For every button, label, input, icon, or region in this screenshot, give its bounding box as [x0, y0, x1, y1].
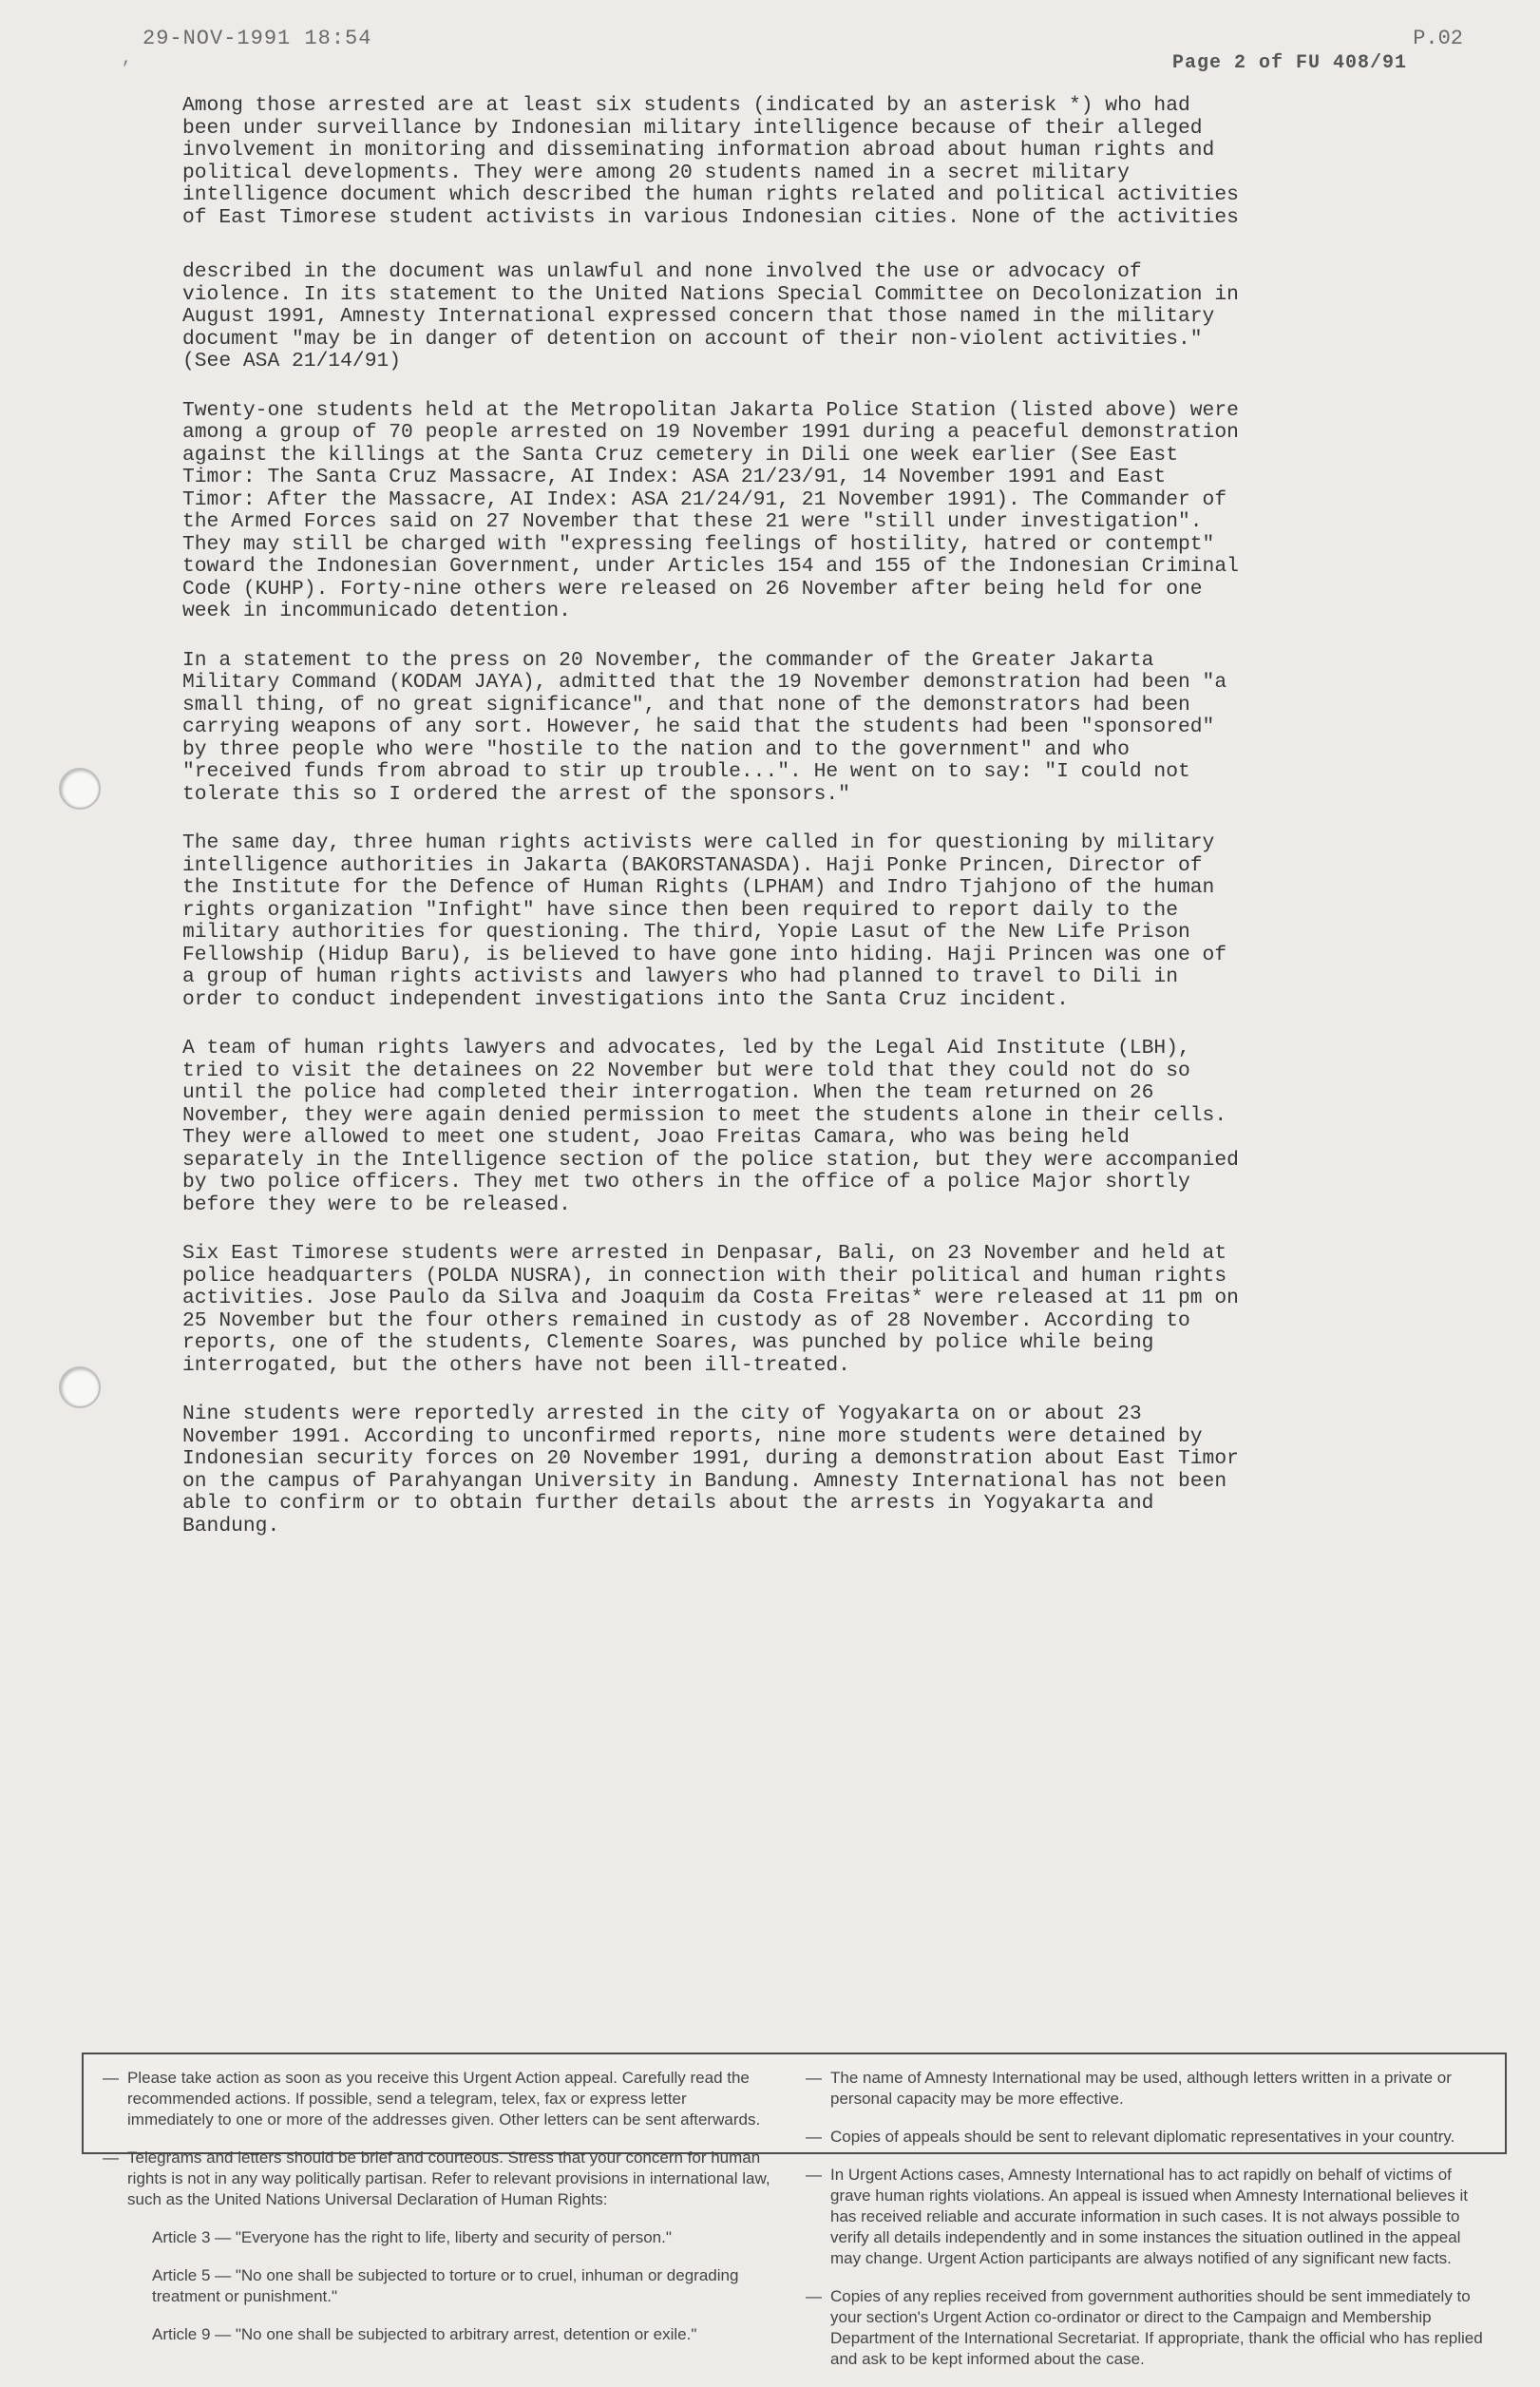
text-line: small thing, of no great significance", and that none of the demonstrators had been: [182, 693, 1190, 716]
ua-item: [806, 2068, 1486, 2110]
paragraph: [182, 95, 1436, 229]
text-line: the Armed Forces said on 27 November that these 21 were "still under investigation".: [182, 510, 1203, 533]
text-line: on the campus of Parahyangan University in Bandung. Amnesty International has not been: [182, 1469, 1227, 1493]
page-reference: Page 2 of FU 408/91: [1171, 52, 1407, 74]
paragraph: [182, 1243, 1436, 1377]
text-line: They were allowed to meet one student, Joao Freitas Camara, who was being held: [182, 1126, 1130, 1149]
text-line: order to conduct independent investigations into the Santa Cruz incident.: [182, 987, 1069, 1011]
text-line: political developments. They were among 20 students named in a secret military: [182, 161, 1130, 184]
ua-item: [103, 2068, 777, 2130]
ua-left-column: [103, 2068, 777, 2362]
text-line: Nine students were reportedly arrested in the city of Yogyakarta on or about 23: [182, 1403, 1142, 1425]
dash-bullet: —: [806, 2166, 822, 2184]
ua-article: Article 5 — "No one shall be subjected to torture or to cruel, inhuman or degrading treatment or punishment.": [152, 2266, 739, 2305]
ua-item: [806, 2127, 1486, 2148]
fax-page-number: P.02: [1413, 27, 1463, 50]
ua-item: [806, 2165, 1486, 2269]
text-line: interrogated, but the others have not been ill-treated.: [182, 1353, 850, 1377]
text-line: been under surveillance by Indonesian military intelligence because of their alleged: [182, 116, 1203, 140]
text-line: military authorities for questioning. The third, Yopie Lasut of the New Life Prison: [182, 921, 1190, 944]
paragraph: [182, 1038, 1436, 1216]
dash-bullet: —: [806, 2069, 822, 2087]
text-line: until the police had completed their interrogation. When the team returned on 26: [182, 1081, 1154, 1104]
text-line: 25 November but the four others remained in custody as of 28 November. According to: [182, 1308, 1190, 1332]
text-line: before they were to be released.: [182, 1193, 571, 1216]
text-line: Timor: After the Massacre, AI Index: ASA 21/24/91, 21 November 1991). The Commander of: [182, 487, 1227, 511]
text-line: Twenty-one students held at the Metropolitan Jakarta Police Station (listed above) were: [182, 398, 1239, 422]
text-line: Military Command (KODAM JAYA), admitted that the 19 November demonstration had been "a: [182, 671, 1227, 694]
text-line: carrying weapons of any sort. However, he said that the students had been "sponsored": [182, 716, 1215, 738]
text-line: "received funds from abroad to stir up trouble...". He went on to say: "I could not: [182, 760, 1190, 783]
text-line: Indonesian security forces on 20 November 1991, during a demonstration about East Timor: [182, 1447, 1239, 1470]
text-line: described in the document was unlawful and none involved the use or advocacy of: [182, 260, 1142, 283]
paragraph: [182, 400, 1436, 623]
ua-text: The name of Amnesty International may be used, although letters written in a private or personal capacity may be more effective.: [830, 2069, 1452, 2108]
text-line: activities. Jose Paulo da Silva and Joaquim da Costa Freitas* were released at 11 pm on: [182, 1287, 1239, 1309]
punch-hole: [59, 1366, 101, 1408]
urgent-action-box: [82, 2053, 1507, 2368]
ua-article: Article 3 — "Everyone has the right to life, liberty and security of person.": [152, 2228, 672, 2246]
dash-bullet: —: [806, 2128, 822, 2146]
ua-item: [103, 2148, 777, 2210]
dash-bullet: —: [103, 2148, 119, 2167]
ua-item: [806, 2286, 1486, 2370]
text-line: Among those arrested are at least six students (indicated by an asterisk *) who had: [182, 94, 1190, 117]
text-line: violence. In its statement to the United Nations Special Committee on Decolonization in: [182, 282, 1239, 306]
paragraph: [182, 650, 1436, 807]
text-line: reports, one of the students, Clemente Soares, was punched by police while being: [182, 1331, 1154, 1354]
text-line: In a statement to the press on 20 November, the commander of the Greater Jakarta: [182, 648, 1154, 672]
text-line: Six East Timorese students were arrested in Denpasar, Bali, on 23 November and held at: [182, 1242, 1227, 1265]
document-body: [182, 95, 1436, 1564]
text-line: November, they were again denied permission to meet the students alone in their cells.: [182, 1103, 1227, 1127]
text-line: toward the Indonesian Government, under Articles 154 and 155 of the Indonesian Criminal: [182, 555, 1239, 578]
ua-article: Article 9 — "No one shall be subjected to arbitrary arrest, detention or exile.": [152, 2325, 697, 2343]
text-line: the Institute for the Defence of Human Rights (LPHAM) and Indro Tjahjono of the human: [182, 876, 1215, 899]
text-line: among a group of 70 people arrested on 19 November 1991 during a peaceful demonstration: [182, 421, 1239, 444]
ua-text: Copies of any replies received from government authorities should be sent immediately to your section's Urgent Action co-ordinator or direct to the Campaign and Membership Department of the International Secretariat. If appropriate, thank the official who has replied and ask to be kept informed about the case.: [830, 2287, 1483, 2368]
text-line: involvement in monitoring and disseminating information abroad about human rights and: [182, 139, 1215, 162]
text-line: by three people who were "hostile to the nation and to the government" and who: [182, 737, 1130, 761]
text-line: (See ASA 21/14/91): [182, 350, 402, 372]
ua-right-column: [806, 2068, 1486, 2387]
text-line: The same day, three human rights activists were called in for questioning by military: [182, 831, 1215, 854]
dash-bullet: —: [103, 2069, 119, 2087]
text-line: separately in the Intelligence section of the police station, but they were accompanied: [182, 1148, 1239, 1172]
text-line: able to confirm or to obtain further details about the arrests in Yogyakarta and: [182, 1492, 1154, 1515]
text-line: Code (KUHP). Forty-nine others were released on 26 November after being held for one: [182, 577, 1203, 601]
paragraph: [182, 261, 1436, 373]
ua-text: Copies of appeals should be sent to relevant diplomatic representatives in your country.: [830, 2128, 1455, 2146]
text-line: August 1991, Amnesty International expressed concern that those named in the military: [182, 305, 1215, 328]
scan-mark: ,: [122, 49, 132, 68]
text-line: Fellowship (Hidup Baru), is believed to have gone into hiding. Haji Princen was one of: [182, 943, 1227, 966]
text-line: by two police officers. They met two others in the office of a police Major shortly: [182, 1171, 1190, 1194]
ua-text: Telegrams and letters should be brief and courteous. Stress that your concern for human rights is not in any way politically partisan. Refer to relevant provisions in international law, such as the United Nations Universal Declaration of Human Rights:: [127, 2148, 770, 2208]
punch-hole: [59, 768, 101, 810]
text-line: week in incommunicado detention.: [182, 600, 571, 622]
dash-bullet: —: [806, 2287, 822, 2305]
text-line: police headquarters (POLDA NUSRA), in connection with their political and human rights: [182, 1264, 1227, 1288]
text-line: tried to visit the detainees on 22 November but were told that they could not do so: [182, 1059, 1190, 1082]
text-line: rights organization "Infight" have since then been required to report daily to the: [182, 898, 1178, 922]
paragraph: [182, 832, 1436, 1011]
text-line: tolerate this so I ordered the arrest of the sponsors.": [182, 782, 850, 806]
ua-text: Please take action as soon as you receive this Urgent Action appeal. Carefully read the recommended actions. If possible, send a telegram, telex, fax or express letter immediately to one or more of the addresses given. Other letters can be sent afterwards.: [127, 2069, 761, 2129]
text-line: document "may be in danger of detention on account of their non-violent activities.": [182, 327, 1203, 351]
text-line: Bandung.: [182, 1514, 280, 1537]
ua-text: In Urgent Actions cases, Amnesty International has to act rapidly on behalf of victims of grave human rights violations. An appeal is issued when Amnesty International believes it has received reliable and accurate information in such cases. It is not always possible to verify all details independently and in some instances the situation outlined in the appeal may change. Urgent Action participants are always notified of any significant new facts.: [830, 2166, 1468, 2267]
text-line: Timor: The Santa Cruz Massacre, AI Index: ASA 21/23/91, 14 November 1991 and East: [182, 466, 1167, 488]
text-line: November 1991. According to unconfirmed reports, nine more students were detained by: [182, 1424, 1203, 1448]
text-line: intelligence authorities in Jakarta (BAKORSTANASDA). Haji Ponke Princen, Director of: [182, 853, 1203, 877]
paragraph: [182, 1404, 1436, 1537]
text-line: a group of human rights activists and lawyers who had planned to travel to Dili in: [182, 965, 1178, 988]
text-line: against the killings at the Santa Cruz cemetery in Dili one week earlier (See East: [182, 443, 1178, 467]
text-line: of East Timorese student activists in various Indonesian cities. None of the activities: [182, 205, 1239, 229]
text-line: A team of human rights lawyers and advocates, led by the Legal Aid Institute (LBH),: [182, 1037, 1190, 1060]
text-line: intelligence document which described the human rights related and political activities: [182, 183, 1239, 206]
text-line: They may still be charged with "expressing feelings of hostility, hatred or contempt": [182, 532, 1215, 556]
fax-datetime: 29-NOV-1991 18:54: [143, 27, 372, 50]
